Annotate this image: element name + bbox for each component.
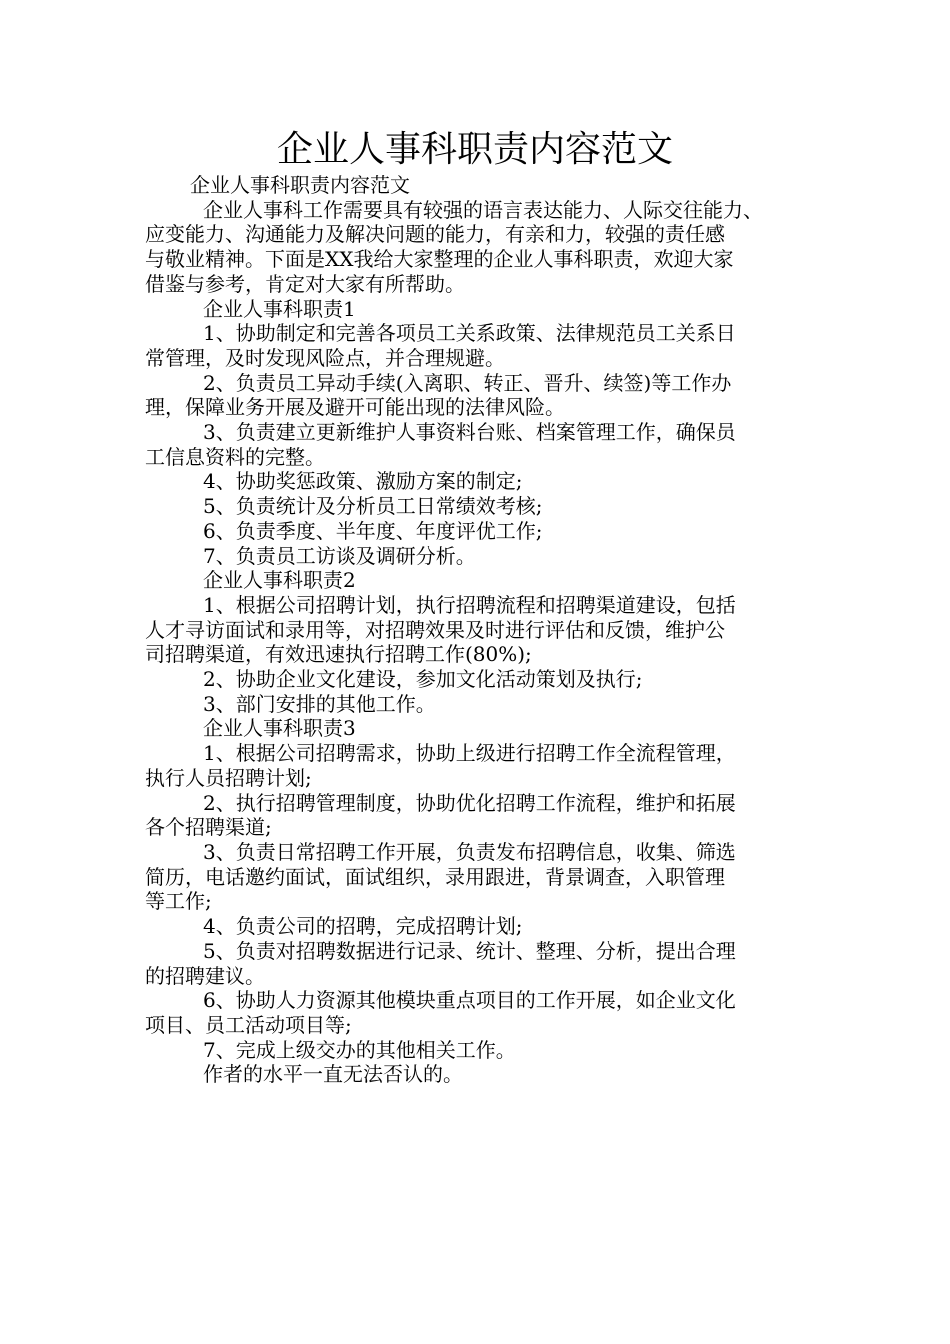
text-line: 1、协助制定和完善各项员工关系政策、法律规范员工关系日 <box>203 321 736 346</box>
text-line: 5、负责统计及分析员工日常绩效考核; <box>203 494 543 519</box>
text-line: 1、根据公司招聘需求，协助上级进行招聘工作全流程管理， <box>203 741 736 766</box>
text-line: 2、执行招聘管理制度，协助优化招聘工作流程，维护和拓展 <box>203 790 736 815</box>
text-line: 执行人员招聘计划; <box>145 765 312 790</box>
text-line: 应变能力、沟通能力及解决问题的能力，有亲和力，较强的责任感 <box>145 222 725 247</box>
text-line: 各个招聘渠道; <box>145 815 272 840</box>
document-subtitle: 企业人事科职责内容范文 <box>190 173 410 197</box>
text-line: 简历，电话邀约面试，面试组织，录用跟进，背景调查，入职管理 <box>145 864 725 889</box>
text-line: 6、负责季度、半年度、年度评优工作; <box>203 518 543 543</box>
text-line: 常管理，及时发现风险点，并合理规避。 <box>145 345 505 370</box>
text-line: 工信息资料的完整。 <box>145 444 325 469</box>
text-line: 作者的水平一直无法否认的。 <box>203 1062 463 1087</box>
text-line: 司招聘渠道，有效迅速执行招聘工作(80%); <box>145 642 532 667</box>
text-line: 3、部门安排的其他工作。 <box>203 691 436 716</box>
text-line: 理，保障业务开展及避开可能出现的法律风险。 <box>145 395 565 420</box>
text-line: 6、协助人力资源其他模块重点项目的工作开展，如企业文化 <box>203 988 736 1013</box>
document-title: 企业人事科职责内容范文 <box>276 129 673 170</box>
document-body <box>145 173 825 1087</box>
text-line: 企业人事科工作需要具有较强的语言表达能力、人际交往能力、 <box>203 197 763 222</box>
text-line: 1、根据公司招聘计划，执行招聘流程和招聘渠道建设，包括 <box>203 592 736 617</box>
text-line: 与敬业精神。下面是XX我给大家整理的企业人事科职责，欢迎大家 <box>145 247 734 272</box>
text-line: 等工作; <box>145 889 212 914</box>
text-line: 4、协助奖惩政策、激励方案的制定; <box>203 469 523 494</box>
text-line: 3、负责日常招聘工作开展，负责发布招聘信息，收集、筛选 <box>203 839 736 864</box>
text-line: 项目、员工活动项目等; <box>145 1012 352 1037</box>
text-line: 4、负责公司的招聘，完成招聘计划; <box>203 914 523 939</box>
text-line: 2、协助企业文化建设，参加文化活动策划及执行; <box>203 667 643 692</box>
text-line: 企业人事科职责1 <box>203 296 356 321</box>
text-line: 企业人事科职责3 <box>203 716 356 741</box>
text-line: 2、负责员工异动手续(入离职、转正、晋升、续签)等工作办 <box>203 370 732 395</box>
text-line: 3、负责建立更新维护人事资料台账、档案管理工作，确保员 <box>203 420 736 445</box>
text-line: 5、负责对招聘数据进行记录、统计、整理、分析，提出合理 <box>203 938 736 963</box>
text-line: 企业人事科职责2 <box>203 568 356 593</box>
text-line: 7、完成上级交办的其他相关工作。 <box>203 1037 516 1062</box>
text-line: 人才寻访面试和录用等，对招聘效果及时进行评估和反馈，维护公 <box>145 617 725 642</box>
text-line: 的招聘建议。 <box>145 963 265 988</box>
text-line: 借鉴与参考，肯定对大家有所帮助。 <box>145 271 465 296</box>
text-line: 7、负责员工访谈及调研分析。 <box>203 543 476 568</box>
